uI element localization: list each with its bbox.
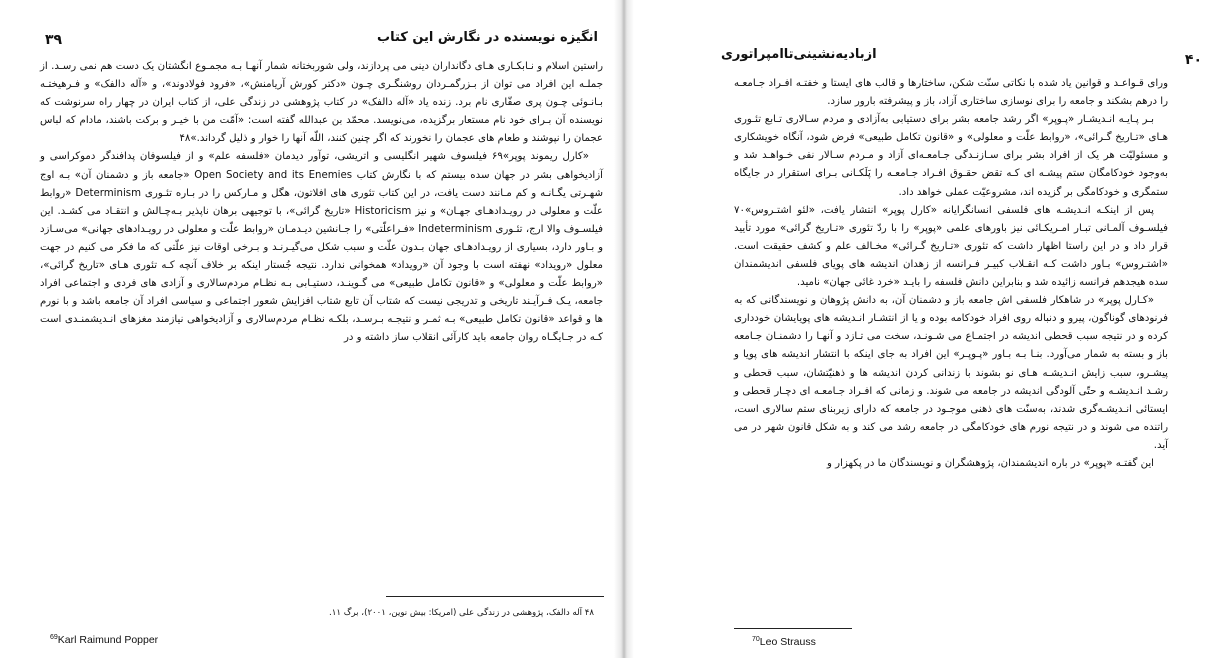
footnote-latin-text: Leo Strauss xyxy=(759,636,816,648)
page-number: ۴۰ xyxy=(1184,52,1202,68)
footnote-rule xyxy=(386,596,604,597)
footnote-marker: 70 xyxy=(752,636,760,643)
page-number: ۳۹ xyxy=(45,32,63,48)
paragraph: پس از اینکـه انـدیشـه های فلسفی انسانگرایانه «کارل پوپر» انتشار یافت، «لئو اشتـروس»۷۰ فیلسـوف آلمـانی تبـار امـریکـائی نیز باورهای علمی «پوپر» را با ردّ تئوری «تـاریخ گرائی» مورد تأیید قرار داد و در این راستا اظهار داشت که تئوری «تـاریخ گـرائی» مخـالف علم و کشف حقیقت است. «اشتـروس» بـاور داشت کـه انقـلاب کبیـر فـرانسه از زهدان اندیشه های پویای فلسفی اندیشمندان سده هیجدهم فرانسه زائیده شد و بنابراین دانش فلسفه را بایـد «خرد غائی جهان» نامید. xyxy=(734,204,1168,289)
paragraph: ورای قـواعـد و قوانین یاد شده با نکاتی سنّت شکن، ساختارها و قالب های ایستا و خفتـه افـراد جـامعـه را درهم بشکند و جامعه را برای نوسازی ساختاری آزاد، باز و پیشرفته بارور سازد. xyxy=(734,78,1168,108)
paragraph: «کـارل پوپر» در شاهکار فلسفی اش جامعه باز و دشمنان آن، به دانش پژوهان و نویسندگانی که به فرنودهای گوناگون، پیرو و دنباله روی افراد خودکامه بوده و یا از انتشـار انـدیشه های پویایشان خودداری کرده و در نتیجه سبب قحطی اندیشه در اجتمـاع می شـونـد، سخت می تـازد و آنهـا را دشمنـان جـامعه باز و بسته به شمار می‌آورد. بنـا بـه بـاور «پـوپـر» این افراد به جای اینکه با انتشار اندیشه های پویا و پیشـرو، سبب زایش انـدیشـه هـای نو بشوند با زندانی کردن اندیشه ها و ذهنیّتشان، سبب قحطی و رشـد انـدیشـه و حتّی آلودگی اندیشه در جامعه می شوند. و زمانی که افـراد جـامعـه ای دچـار قحطی و ایستائی انـدیشـه‌گری شدند، به‌سنّت های ذهنی موجـود در جامعه که دارای زیربنای ستم سالاری است، راتنده می شوند و در نتیجه نورم های خودکامگی در جامعه رشد می کند و به شکل قانون شهر در می آید. xyxy=(734,295,1168,451)
paragraph: «کارل ریموند پوپر»۶۹ فیلسوف شهیر انگلیسی و اتریشی، توآور دیدمان «فلسفه علم» و از فیلسوفان پدافندگر دموکراسی و آزادیخواهی بشر در جهان سده بیستم که با نگارش کتاب Open Society and its Enemies «جامعه باز و دشمنان آن» بـه اوج شهـرتی یگـانـه و کم مـانند دست یافت، در این کتاب تئوری های افلاتون، هگل و مـارکس را در بـاره تئـوری Determinism «روابط علّت و معلولی در رویـدادهـای جهـان» و نیز Historicism «تاریخ گرائی»، با توجیهی برهان ناپذیر بـه‌چـالش و انتقـاد می کشـد. این فیلسـوف والا ارج، تئـوری Indeterminism «فـراعلّتی» را جـانشین دیـدمـان «روابط علّت و معلولی در رویـدادهای جهانی» می‌سـازد و بـاور دارد، بسیاری از رویـدادهـای جهان بـدون علّت و سبب شکل می‌گیـرنـد و بـرخی اوقات نیز علّتی که ما فکر می کنیم در جهت معلول «رویداد» نهفته است با وجود آن «رویداد» همخوانی ندارد. نتیجه جُستار اینکه بر خلاف آنچه کـه تئوری هـای «تاریخ گرائی»، «روابط علّت و معلولی» و «قانون تکامل طبیعی» می گـوینـد، دستیـابی بـه نظـام مردم‌سالاری و آزادی های فردی و اجتماعی افراد جامعه، یـک فـرآیـند تاریخی و تدریجی نیست که شتاب آن تابع شتاب افزایش شعور اجتماعی و سیاسی افراد آن جامعه باشد و با نورم ها و قواعد «قانون تکامل طبیعی» بـه ثمـر و نتیجـه بـرسـد، بلکـه نظـام مردم‌سالاری و آزادیخواهی نیازمند مغزهای انـدیشمنـدی است کـه در جـایگـاه روان جامعه باید کارآئی انقلاب ساز داشته و در xyxy=(40,151,604,344)
footnote-latin xyxy=(752,636,816,648)
paragraph: بـر پـایـه انـدیشـار «پـوپر» اگر رشد جامعه بشر برای دستیابی به‌آزادی و مردم سـالاری تـابع تئـوری هـای «تـاریخ گـرائی»، «روابط علّت و معلولی» و «قانون تکامل طبیعی» فرض شود، آنگاه خویشکاری و مسئولیّت هر یک از افراد بشر برای سـازنـدگی جـامعـه‌ای آزاد و مـردم سـالار نفی خـواهـد شد و به‌وجود خودکامگان ستم پیشـه ای کـه تقض حقـوق افـراد جـامعـه را پَلَکـانی بـرای استقرار در جایگاه ستمگری و خودکامگی بر گزیده اند، مشروعیّت عملی خواهد داد. xyxy=(734,114,1168,198)
paragraph: راستین اسلام و نـابکـاری هـای دگانداران دینی می پردازند، ولی شوربختانه شمار آنهـا بـه مجمـوع انگشتان یک دست هم نمی رسـد. از جملـه این افراد می توان از بـزرگمـردان روشنگـری چـون «دکتر کورش آریامنش»، «فرود فولادوند»، و «آله دالفک» و فـرهیختـه بـانـوئی چـون پری صفّاری نام برد. زنده یاد «آله دالفک» در کتاب پژوهشی در زندگی علی، از کتاب ایران در چهار راه سرنوشت که نویسنده آن بـرای خود نام مستعار برگزیده، می‌نویسد. محمّد بن عبدالله گفته است: «آمّت من با خیـر و برکت باشند، مادام که لباس عجمان را نپوشند و طعام های عجمان را نخورند که اگر چنین کنند، اللّه آنها را خوار و ذلیل گرداند.»۴۸ xyxy=(40,61,603,145)
book-gutter xyxy=(614,0,634,658)
footnote-latin-text: Karl Raimund Popper xyxy=(57,634,159,646)
running-header: انگیزه نویسنده در نگارش این کتاب xyxy=(377,30,598,45)
paragraph: این گفتـه «پوپر» در باره اندیشمندان، پژوهشگران و نویسندگان ما در پکهزار و xyxy=(827,457,1154,469)
footnote-marker: 69 xyxy=(50,634,58,641)
right-page xyxy=(634,0,1223,658)
footnote: ۴۸ آله دالفک، پژوهشی در زندگی علی (امریکا: بیش نوین، ۲۰۰۱)، برگ ۱۱. xyxy=(329,608,594,618)
body-text xyxy=(40,58,603,348)
body-text xyxy=(734,75,1168,473)
running-header: ازبادیه‌نشینی‌تاامپراتوری xyxy=(721,47,877,62)
footnote-rule xyxy=(734,628,852,629)
footnote-latin xyxy=(50,634,158,646)
